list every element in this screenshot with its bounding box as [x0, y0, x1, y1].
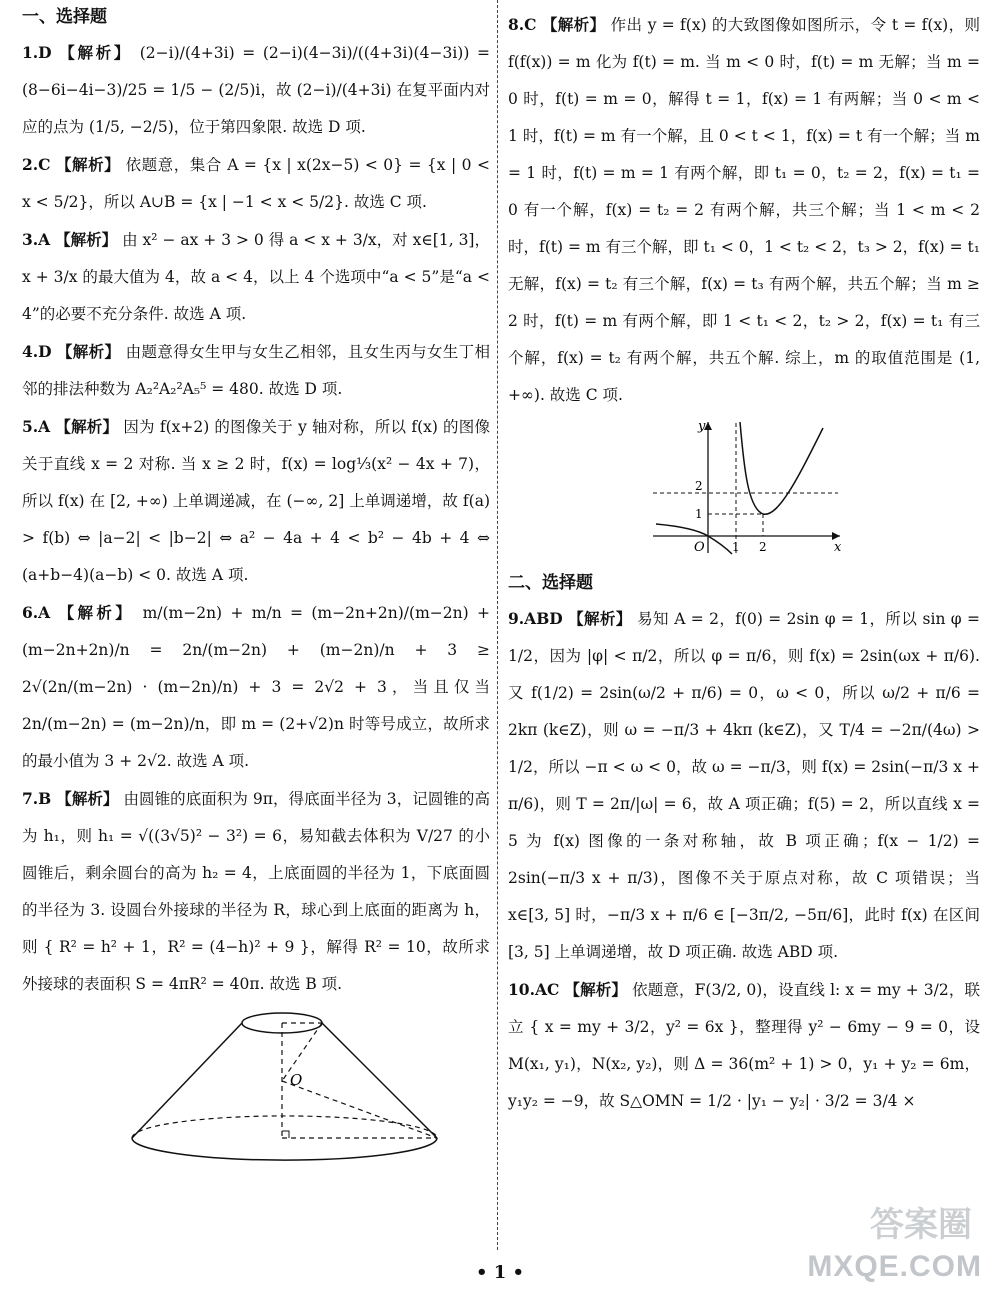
frustum-figure — [112, 1003, 492, 1163]
frustum-right-edge — [322, 1023, 437, 1138]
section-title-choice: 一、选择题 — [22, 7, 107, 27]
x-tick-1: 1 — [732, 540, 740, 554]
question-5: 5.A 【解析】 因为 f(x+2) 的图像关于 y 轴对称，所以 f(x) 的图像关于直线 x = 2 对称. 当 x ≥ 2 时，f(x) = log⅓(x² − 4x + 7)，所以 f(x) 在 [2, +∞) 上单调递减，在 (−∞, 2] 上单调递增，故 f(a) > f(b) ⇔ |a−2| < |b−2| ⇔ a² − 4a + 4 < b² − 4b + 4 ⇔ (a+b−4)(a−b) < 0. 故选 A 项. — [22, 417, 490, 584]
column-divider — [497, 0, 499, 1250]
y-tick-2: 2 — [695, 479, 703, 493]
page-number: • 1 • — [475, 1262, 525, 1283]
section-title-multi-choice: 二、选择题 — [508, 573, 593, 593]
center-to-bottom-rim — [282, 1081, 437, 1138]
question-1: 1.D 【解析】 (2−i)/(4+3i) = (2−i)(4−3i)/((4+3i)(4−3i)) = (8−6i−4i−3)/25 = 1/5 − (2/5)i，故 (2−i)/(4+3i) 在复平面内对应的点为 (1/5, −2/5)，位于第四象限. 故选 D 项. — [22, 43, 490, 136]
y-tick-1: 1 — [695, 507, 703, 521]
question-6: 6.A 【解析】 m/(m−2n) + m/n = (m−2n+2n)/(m−2n) + (m−2n+2n)/n = 2n/(m−2n) + (m−2n)/n + 3 ≥ 2√(2n/(m−2n) · (m−2n)/n) + 3 = 2√2 + 3，当且仅当 2n/(m−2n) = (m−2n)/n，即 m = (2+√2)n 时等号成立，故所求的最小值为 3 + 2√2. 故选 A 项. — [22, 603, 490, 770]
sphere-center-label: O — [290, 1071, 303, 1089]
x-axis-arrow — [832, 532, 840, 540]
left-column — [22, 6, 490, 1163]
function-graph-figure — [648, 418, 848, 558]
right-column — [508, 6, 980, 1120]
question-3: 3.A 【解析】 由 x² − ax + 3 > 0 得 a < x + 3/x，对 x∈[1, 3]，x + 3/x 的最大值为 4，故 a < 4，以上 4 个选项中“a < 5”是“a < 4”的必要不充分条件. 故选 A 项. — [22, 230, 490, 323]
question-2: 2.C 【解析】 依题意，集合 A = {x | x(2x−5) < 0} = {x | 0 < x < 5/2}，所以 A∪B = {x | −1 < x < 5/2}. 故选 C 项. — [22, 155, 490, 211]
frustum-bottom-back — [132, 1116, 437, 1138]
y-axis-label: y — [698, 419, 706, 434]
question-9: 9.ABD 【解析】 易知 A = 2，f(0) = 2sin φ = 1，所以 sin φ = 1/2，因为 |φ| < π/2，所以 φ = π/6，则 f(x) = 2sin(ωx + π/6). 又 f(1/2) = 2sin(ω/2 + π/6) = 0，ω < 0，所以 ω/2 + π/6 = 2kπ (k∈Z)，则 ω = −π/3 + 4kπ (k∈Z)，又 T/4 = −2π/(4ω) > 1/2，所以 −π < ω < 0，故 ω = −π/3，则 f(x) = 2sin(−π/3 x + π/6)，则 T = 2π/|ω| = 6，故 A 项正确；f(5) = 2，所以直线 x = 5 为 f(x) 图像的一条对称轴，故 B 项正确；f(x − 1/2) = 2sin(−π/3 x + π/3)，图像不关于原点对称，故 C 项错误；当 x∈[3, 5] 时，−π/3 x + π/6 ∈ [−3π/2, −5π/6]，此时 f(x) 在区间 [3, 5] 上单调递增，故 D 项正确. 故选 ABD 项. — [508, 609, 980, 961]
question-4: 4.D 【解析】 由题意得女生甲与女生乙相邻，且女生丙与女生丁相邻的排法种数为 A₂²A₂²A₅⁵ = 480. 故选 D 项. — [22, 342, 490, 398]
question-8: 8.C 【解析】 作出 y = f(x) 的大致图像如图所示，令 t = f(x)，则 f(f(x)) = m 化为 f(t) = m. 当 m < 0 时，f(t) = m 无解；当 m = 0 时，f(t) = m = 0，解得 t = 1，f(x) = 1 有两解；当 0 < m < 1 时，f(t) = m 有一个解，且 0 < t < 1，f(x) = t 有一个解；当 m = 1 时，f(t) = m = 1 有两个解，即 t₁ = 0，t₂ = 2，f(x) = t₁ = 0 有一个解，f(x) = t₂ = 2 有两个解，共三个解；当 1 < m < 2 时，f(t) = m 有三个解，即 t₁ < 0，1 < t₂ < 2，t₃ > 2，f(x) = t₁ 无解，f(x) = t₂ 有三个解，f(x) = t₃ 有两个解，共五个解；当 m ≥ 2 时，f(t) = m 有两个解，即 1 < t₁ < 2，t₂ > 2，f(x) = t₁ 有三个解，f(x) = t₂ 有两个解，共五个解. 综上，m 的取值范围是 (1, +∞). 故选 C 项. — [508, 15, 980, 404]
question-10: 10.AC 【解析】 依题意，F(3/2, 0)，设直线 l: x = my + 3/2，联立 { x = my + 3/2，y² = 6x }，整理得 y² − 6my − 9 = 0，设 M(x₁, y₁)，N(x₂, y₂)，则 Δ = 36(m² + 1) > 0，y₁ + y₂ = 6m，y₁y₂ = −9，故 S△OMN = 1/2 · |y₁ − y₂| · 3/2 = 3/4 × — [508, 980, 980, 1110]
frustum-left-edge — [132, 1023, 242, 1138]
x-axis-label: x — [834, 540, 842, 555]
question-7: 7.B 【解析】 由圆锥的底面积为 9π，得底面半径为 3，记圆锥的高为 h₁，则 h₁ = √((3√5)² − 3²) = 6，易知截去体积为 V/27 的小圆锥后，剩余圆台的高为 h₂ = 4，上底面圆的半径为 1，下底面圆的半径为 3. 设圆台外接球的半径为 R，球心到上底面的距离为 h，则 { R² = h² + 1，R² = (4−h)² + 9 }，解得 R² = 10，故所求外接球的表面积 S = 4πR² = 40π. 故选 B 项. — [22, 789, 490, 993]
watermark-logo-text: 答案圈 — [870, 1205, 972, 1245]
right-angle-mark — [282, 1131, 289, 1138]
x-tick-2: 2 — [759, 540, 767, 554]
frustum-bottom-front — [132, 1138, 437, 1160]
origin-label: O — [694, 540, 705, 555]
watermark-url: MXQE.COM — [807, 1250, 982, 1283]
right-branch-curve — [740, 422, 823, 514]
